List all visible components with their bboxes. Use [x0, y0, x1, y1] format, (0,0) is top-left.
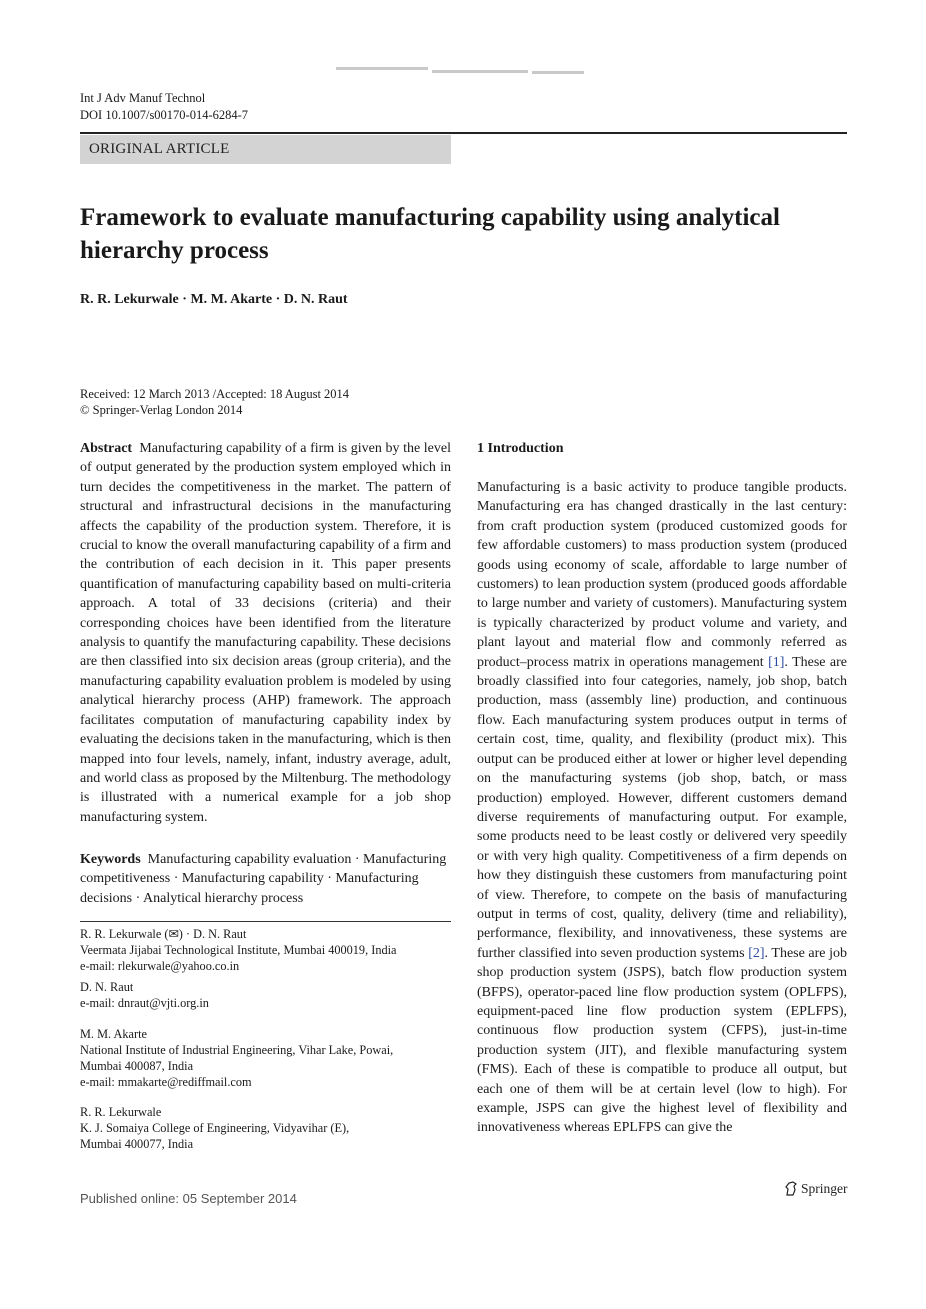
abstract-label: Abstract	[80, 441, 133, 456]
journal-name: Int J Adv Manuf Technol	[80, 91, 206, 105]
affiliation-line: Mumbai 400077, India	[80, 1137, 194, 1151]
publisher-name: Springer	[801, 1181, 848, 1196]
intro-text-part: . These are broadly classified into four categories, namely, job shop, batch production, mass (assembly line) production, and continuous flow. Each manufacturing system produces output in terms of certain cost, time, quality, and flexibility (product mix). This output can be produced either at lower or higher level depending on the manufacturing systems (job shop, batch, or mass production) employed. However, different customers demand diverse requirements of manufacturing output. For example, some products need to be least costly or delivered very speedily or with very high quality. Competitiveness of a firm depends on how they distinguish these customers from manufacturing point of view. Therefore, to compete on the basis of manufacturing output in terms of cost, quality, delivery (time and reliability), performance, flexibility, and innovativeness, these systems are further classified into seven production systems	[477, 654, 848, 961]
affiliation-line: Mumbai 400087, India	[80, 1059, 194, 1073]
header-rule	[80, 132, 847, 134]
affiliation-line: R. R. Lekurwale (✉) · D. N. Raut	[80, 927, 247, 941]
affiliation-email[interactable]: e-mail: rlekurwale@yahoo.co.in	[80, 959, 240, 973]
affiliation-block	[80, 1026, 451, 1090]
affiliation-email[interactable]: e-mail: mmakarte@rediffmail.com	[80, 1075, 252, 1089]
copyright: © Springer-Verlag London 2014	[80, 403, 243, 417]
doi[interactable]: DOI 10.1007/s00170-014-6284-7	[80, 108, 249, 122]
section-heading-introduction: 1 Introduction	[477, 441, 564, 456]
affiliation-line: M. M. Akarte	[80, 1027, 147, 1041]
affiliation-line: Veermata Jijabai Technological Institute, Mumbai 400019, India	[80, 943, 397, 957]
page-title: Framework to evaluate manufacturing capability using analytical hierarchy process	[80, 204, 780, 264]
published-online: Published online: 05 September 2014	[80, 1191, 297, 1206]
received-accepted: Received: 12 March 2013 /Accepted: 18 August 2014	[80, 387, 350, 401]
introduction-text	[477, 478, 847, 1138]
intro-text-part: Manufacturing is a basic activity to produce tangible products. Manufacturing era has changed drastically in the last century: from craft production system (produced customized goods for few affordable customers) to mass production system (produced goods using economy of scale, affordable to large number of customers) to lean production system (produced goods affordable to large number and variety of customers). Manufacturing system is typically characterized by product volume and variety, and plant layout and material flow and commonly referred as product–process matrix in operations management	[477, 480, 847, 670]
affiliation-line: National Institute of Industrial Engineering, Vihar Lake, Powai,	[80, 1043, 394, 1057]
affiliation-line: K. J. Somaiya College of Engineering, Vidyavihar (E),	[80, 1121, 350, 1135]
affiliation-line: D. N. Raut	[80, 980, 134, 994]
top-scan-marks	[336, 64, 588, 74]
citation-link[interactable]: [1]	[768, 654, 785, 670]
citation-link[interactable]: [2]	[748, 945, 765, 961]
affiliation-block	[80, 926, 451, 974]
keywords-label: Keywords	[80, 852, 141, 867]
abstract-text: Manufacturing capability of a firm is given by the level of output generated by the production system employed which in turn decides the competitiveness in the market. The pattern of structural and infrastructural decisions in the manufacturing affects the capability of the production system. Therefore, it is crucial to know the overall manufacturing capability of a firm and the contribution of each decision in it. This paper presents quantification of manufacturing capability based on multi-criteria approach. A total of 33 decisions (criteria) and their corresponding choices have been identified from the literature analysis to quantify the manufacturing capability. These decisions are then classified into six decision areas (group criteria), and the manufacturing capability evaluation problem is modeled by using analytical hierarchy process (AHP) framework. The approach facilitates computation of manufacturing capability index by evaluating the decisions taken in the manufacturing, which is then mapped into four levels, namely, infant, industry average, adult, and world class as proposed by the Miltenburg. The methodology is illustrated with a numerical example for a job shop manufacturing system.	[80, 441, 452, 825]
keywords	[80, 850, 451, 908]
intro-text-part: . These are job shop production system (JSPS), batch flow production system (BFPS), operator-paced line flow production system (OPLFPS), equipment-paced line flow production system (EPLFPS), continuous flow production system (CFPS), just-in-time production system (JIT), and flexible manufacturing system (FMS). Each of these is compatible to produce all output, but each one of them will be at certain level (low to high). For example, JSPS can give the highest level of flexibility and innovativeness whereas EPLFPS can give the	[477, 945, 848, 1136]
keywords-text: Manufacturing capability evaluation · Manufacturing competitiveness · Manufacturing capability · Manufacturing decisions · Analytical hierarchy process	[80, 852, 447, 906]
affiliation-email[interactable]: e-mail: dnraut@vjti.org.in	[80, 996, 209, 1010]
affiliation-block	[80, 979, 451, 1011]
affiliation-rule	[80, 921, 451, 922]
affiliation-line: R. R. Lekurwale	[80, 1105, 162, 1119]
journal-header	[80, 90, 248, 124]
publisher-mark	[784, 1180, 848, 1201]
affiliation-block	[80, 1104, 451, 1152]
springer-horse-icon	[784, 1181, 798, 1201]
authors: R. R. Lekurwale · M. M. Akarte · D. N. Raut	[80, 292, 348, 307]
article-dates	[80, 386, 349, 418]
article-type-banner: ORIGINAL ARTICLE	[80, 135, 451, 164]
abstract	[80, 439, 451, 827]
